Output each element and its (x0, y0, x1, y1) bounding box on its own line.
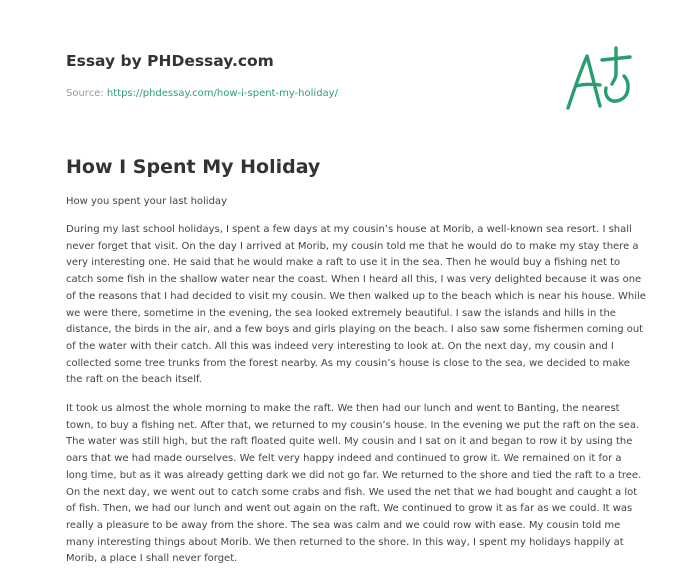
source-label: Source: (66, 88, 104, 99)
a-plus-logo-icon (560, 44, 640, 116)
document-title: How I Spent My Holiday (66, 156, 321, 178)
document-subtitle: How you spent your last holiday (66, 196, 227, 207)
essay-paragraph: During my last school holidays, I spent a few days at my cousin’s house at Morib, a well-known sea resort. I shall never forget that visit. On the day I arrived at Morib, my cousin told me that he would do to make my stay there a very interesting one. He said that he would make a raft to use it in the sea. Then he would buy a fishing net to catch some fish in the shallow water near the coast. When I heard all this, I was very delighted because it was one of the reasons that I had decided to visit my cousin. We then walked up to the beach which is near his house. While we were there, sometime in the evening, the sea looked extremely beautiful. I saw the islands and hills in the distance, the birds in the air, and a few boys and girls playing on the beach. I also saw some fishermen coming out of the water with their catch. All this was indeed very interesting to look at. On the next day, my cousin and I collected some tree trunks from the forest nearby. As my cousin’s house is close to the sea, we decided to make the raft on the beach itself. (66, 224, 646, 386)
source-link[interactable]: https://phdessay.com/how-i-spent-my-holiday/ (106, 88, 338, 99)
essay-body (66, 222, 646, 580)
site-title: Essay by PHDessay.com (66, 52, 274, 70)
source-line (66, 87, 546, 101)
page-header (66, 51, 546, 101)
essay-paragraph: It took us almost the whole morning to make the raft. We then had our lunch and went to Banting, the nearest town, to buy a fishing net. After that, we returned to my cousin’s house. In the evening we put the raft on the sea. The water was still high, but the raft floated quite well. My cousin and I sat on it and began to row it by using the oars that we had made ourselves. We felt very happy indeed and continued to grow it. We remained on it for a long time, but as it was already getting dark we did not go far. We returned to the shore and tied the raft to a tree. On the next day, we went out to catch some crabs and fish. We used the net that we had bought and caught a lot of fish. Then, we had our lunch and went out again on the raft. We continued to grow it as far as we could. It was really a pleasure to be away from the shore. The sea was calm and we could row with ease. My cousin told me many interesting things about Morib. We then returned to the shore. In this way, I spent my holidays happily at Morib, a place I shall never forget. (66, 403, 642, 565)
